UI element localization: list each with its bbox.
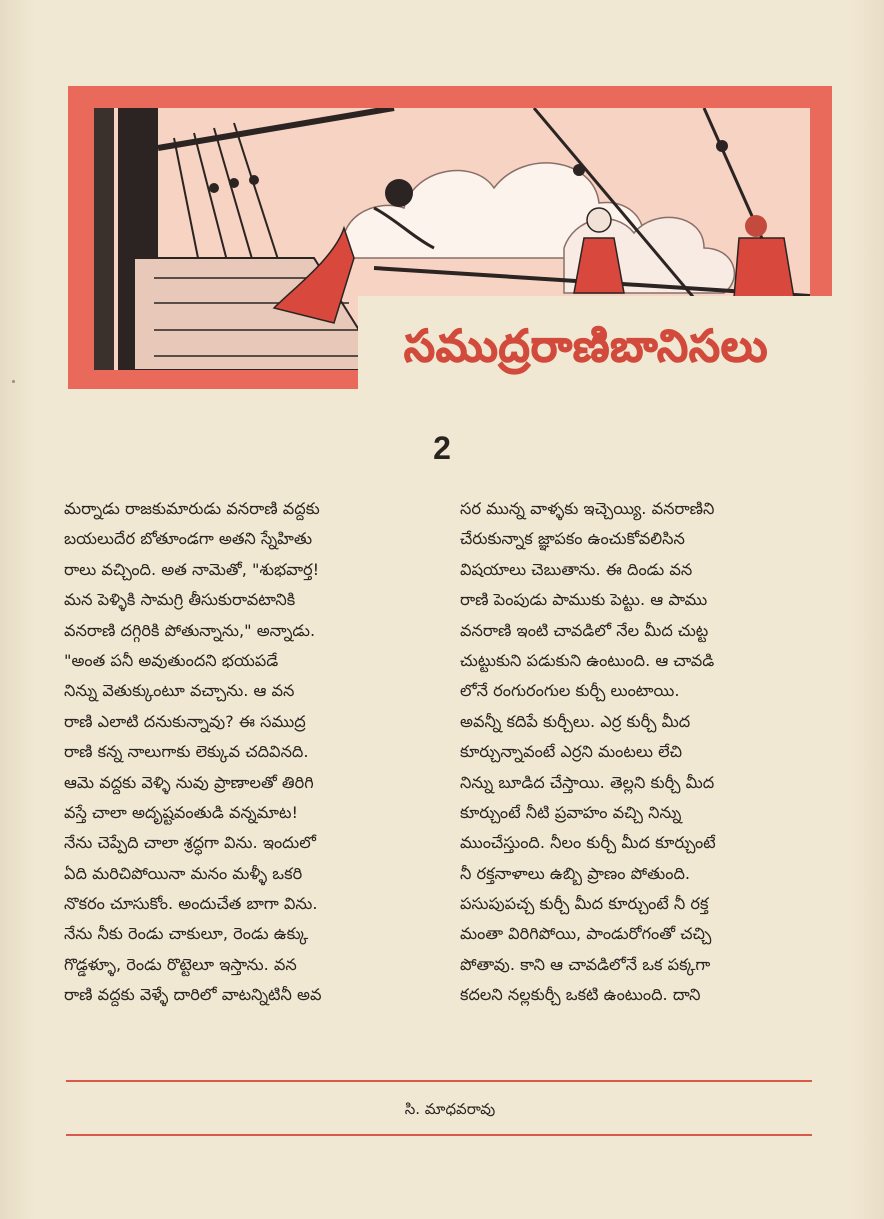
mast-post [94,108,114,370]
text-line: నిన్ను బూడిద చేస్తాయి. తెల్లని కుర్చీ మీద [460,772,715,792]
text-line: వనరాణి దగ్గిరికి పోతున్నాను," అన్నాడు. [64,620,316,640]
text-line: పసుపుపచ్చ కుర్చీ మీద కూర్చుంటే నీ రక్త [460,894,709,914]
text-line: ముంచేస్తుంది. నీలం కుర్చీ మీద కూర్చుంటే [460,833,716,853]
divider-line-top [66,1080,812,1082]
pulley [249,175,259,185]
text-line: సర మున్న వాళ్ళకు ఇచ్చెయ్యి. వనరాణిని [460,499,715,518]
rope [234,123,284,278]
text-line: రాలు వచ్చింది. అత నామెతో, "శుభవార్త! [64,559,320,579]
woman-hair [385,179,413,207]
crew-figure [734,238,794,298]
text-line: నిన్ను వెతుక్కుంటూ వచ్చాను. ఆ వన [64,681,295,701]
pulley [716,140,728,152]
text-line: పోతావు. కాని ఆ చావడిలోనే ఒక పక్కగా [460,954,711,974]
text-line: కూర్చుంటే నీటి ప్రవాహం వచ్చి నిన్ను [460,802,682,822]
sailor-head [587,208,611,232]
story-title: సముద్రరాణిబానిసలు [404,321,769,372]
text-line: మంతా విరిగిపోయి, పాండురోగంతో చచ్చి [460,924,712,944]
text-line: గొడ్డళ్ళూ, రెండు రొట్టెలూ ఇస్తాను. వన [64,954,297,974]
text-line: నొకరం చూసుకోం. అందుచేత బాగా విను. [64,894,318,914]
text-line: బయలుదేర బోతూండగా అతని స్నేహితు [64,529,313,549]
text-line: ఏది మరిచిపోయినా మనం మళ్ళీ ఒకరి [64,863,303,883]
text-line: "అంత పనీ అవుతుందని భయపడే [64,650,279,670]
text-line: చేరుకున్నాక జ్ఞాపకం ఉంచుకోవలిసిన [460,529,685,549]
right-column [460,494,834,1011]
left-column [64,494,438,1011]
author-credit: సి. మాధవరావు [404,1100,496,1118]
text-line: నీ రక్తనాళాలు ఉబ్బి ప్రాణం పోతుంది. [460,863,691,883]
yard-beam [158,108,394,148]
text-line: విషయాలు చెబుతాను. ఈ దిండు వన [460,559,693,579]
text-line: మన పెళ్ళికి సామగ్రి తీసుకురావటానికి [64,590,296,610]
text-line: రాణి ఎలాటి దనుకున్నావు? ఈ సముద్ర [64,711,306,731]
text-line: రాణి కన్న నాలుగాకు లెక్కువ చదివినది. [64,742,309,762]
text-line: మర్నాడు రాజకుమారుడు వనరాణి వద్దకు [64,499,320,518]
text-line: రాణి వద్దకు వెళ్ళే దారిలో వాటన్నిటినీ అవ [64,985,322,1005]
text-line: రాణి పెంపుడు పాముకు పెట్టు. ఆ పాము [460,590,708,610]
text-line: కూర్చున్నావంటే ఎర్రని మంటలు లేచి [460,742,682,762]
print-speck [12,380,15,383]
pulley [229,178,239,188]
pulley [209,183,219,193]
crew-head [745,215,767,237]
text-line: నేను చెప్పేది చాలా శ్రద్ధగా విను. ఇందులో [64,833,316,853]
text-line: కదలని నల్లకుర్చీ ఒకటి ఉంటుంది. దాని [460,985,701,1005]
text-line: లోనే రంగురంగుల కుర్చీ లుంటాయి. [460,681,680,701]
text-line: ఆమె వద్దకు వెళ్ళి నువు ప్రాణాలతో తిరిగి [64,772,314,792]
text-line: చుట్టుకుని పడుకుని ఉంటుంది. ఆ చావడి [460,650,715,670]
text-line: వనరాణి ఇంటి చావడిలో నేల మీద చుట్ట [460,620,709,640]
text-line: నేను నీకు రెండు చాకులూ, రెండు ఉక్కు [64,924,309,944]
text-line: అవన్నీ కదిపే కుర్చీలు. ఎర్ర కుర్చీ మీద [460,711,691,731]
pulley [573,164,585,176]
divider-line-bottom [66,1134,812,1136]
part-number: 2 [433,430,451,466]
text-line: వస్తే చాలా అదృష్టవంతుడి వన్నమాట! [64,802,298,822]
